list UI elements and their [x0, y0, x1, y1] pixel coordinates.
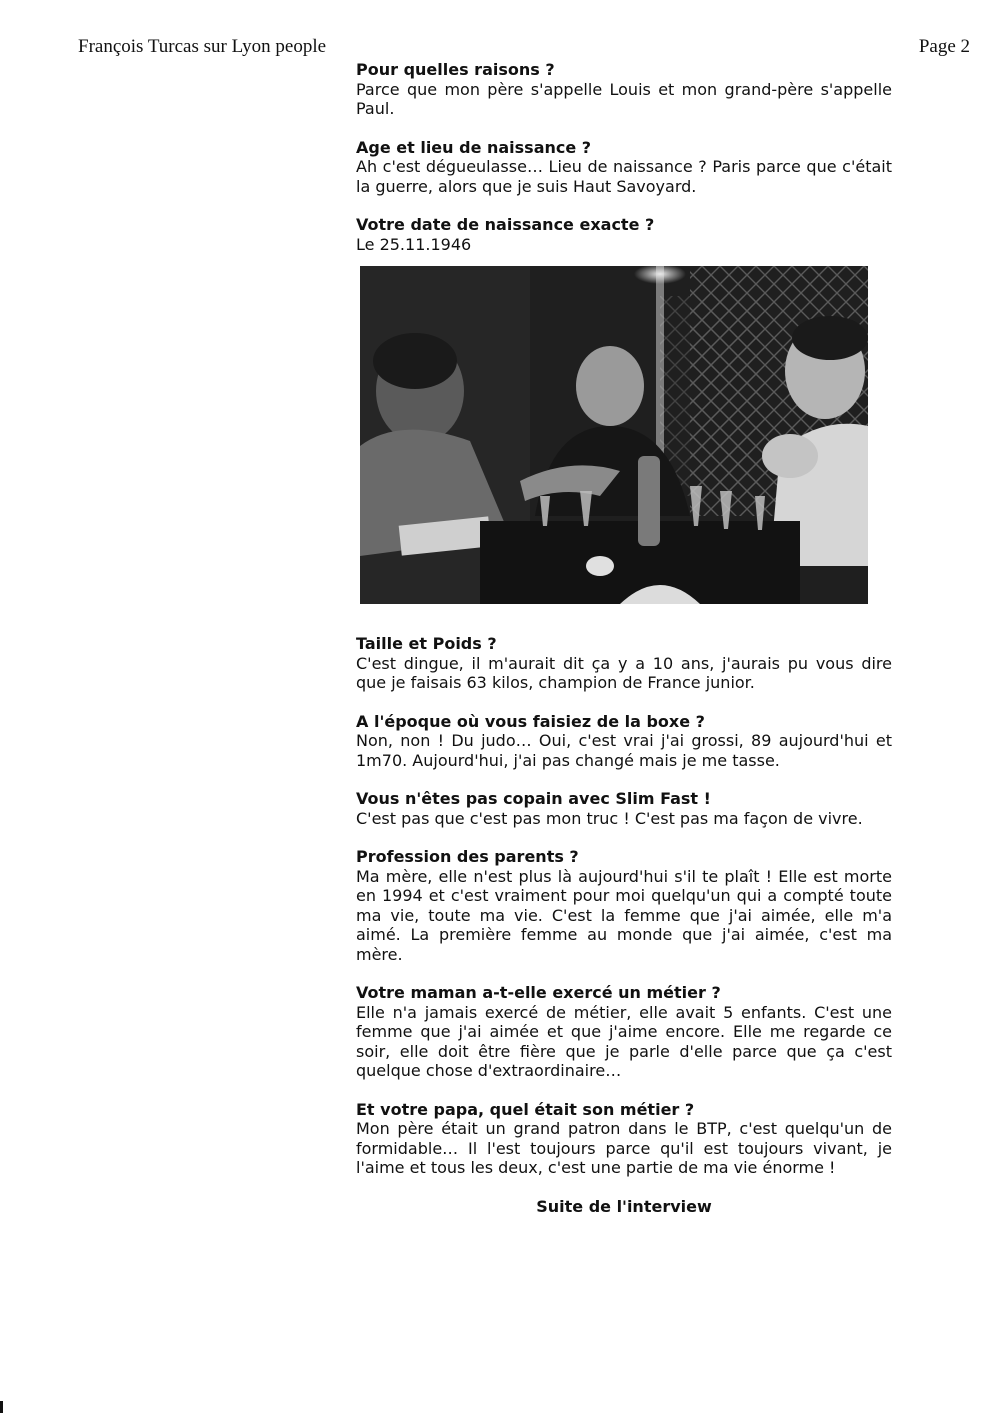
answer: Non, non ! Du judo… Oui, c'est vrai j'ai grossi, 89 aujourd'hui et 1m70. Aujourd'hui, j'ai pas changé mais je me tasse.	[356, 731, 892, 770]
photo-image	[360, 266, 868, 604]
question: Et votre papa, quel était son métier ?	[356, 1099, 695, 1119]
question: Pour quelles raisons ?	[356, 60, 555, 79]
answer: Parce que mon père s'appelle Louis et mon grand-père s'appelle Paul.	[356, 79, 892, 118]
qa-block	[356, 634, 892, 693]
qa-block	[356, 712, 892, 771]
answer: Elle n'a jamais exercé de métier, elle avait 5 enfants. C'est une femme que j'ai aimée et que j'aime encore. Elle me regarde ce soir, elle doit être fière que je parle d'elle parce que ça c'est quelque chose d'extraordinaire…	[356, 1002, 892, 1080]
answer: Ah c'est dégueulasse… Lieu de naissance ? Paris parce que c'était la guerre, alors que je suis Haut Savoyard.	[356, 157, 892, 196]
interview-photo	[360, 266, 868, 604]
running-header-title: François Turcas sur Lyon people	[78, 36, 327, 57]
scan-edge-mark	[0, 1401, 3, 1413]
page-number: Page 2	[918, 36, 970, 57]
answer: C'est pas que c'est pas mon truc ! C'est pas ma façon de vivre.	[356, 808, 863, 828]
question: Votre maman a-t-elle exercé un métier ?	[356, 983, 721, 1002]
question: Age et lieu de naissance ?	[356, 137, 592, 157]
answer: Ma mère, elle n'est plus là aujourd'hui s'il te plaît ! Elle est morte en 1994 et c'est vraiment pour moi quelqu'un qui a compté toute ma vie, toute ma vie. C'est la femme que j'ai aimée, elle m'a aimé. La première femme au monde que j'ai aimée, c'est ma mère.	[356, 866, 892, 964]
question: A l'époque où vous faisiez de la boxe ?	[356, 711, 705, 731]
answer: Le 25.11.1946	[356, 234, 472, 254]
qa-block	[356, 215, 892, 254]
qa-block	[356, 983, 892, 1081]
question: Vous n'êtes pas copain avec Slim Fast !	[356, 789, 711, 808]
qa-block	[356, 789, 892, 828]
qa-block	[356, 1100, 892, 1178]
qa-block	[356, 60, 892, 119]
answer: Mon père était un grand patron dans le BTP, c'est quelqu'un de formidable… Il l'est toujours parce qu'il est toujours vivant, je l'aime et tous les deux, c'est une partie de ma vie énorme !	[356, 1119, 892, 1177]
qa-block	[356, 138, 892, 197]
qa-block	[356, 847, 892, 964]
question: Taille et Poids ?	[356, 634, 497, 653]
answer: C'est dingue, il m'aurait dit ça y a 10 ans, j'aurais pu vous dire que je faisais 63 kilos, champion de France junior.	[356, 653, 892, 692]
question: Profession des parents ?	[356, 847, 579, 866]
interview-column	[356, 60, 892, 1216]
question: Votre date de naissance exacte ?	[356, 215, 655, 234]
continue-interview-link[interactable]: Suite de l'interview	[536, 1196, 712, 1216]
